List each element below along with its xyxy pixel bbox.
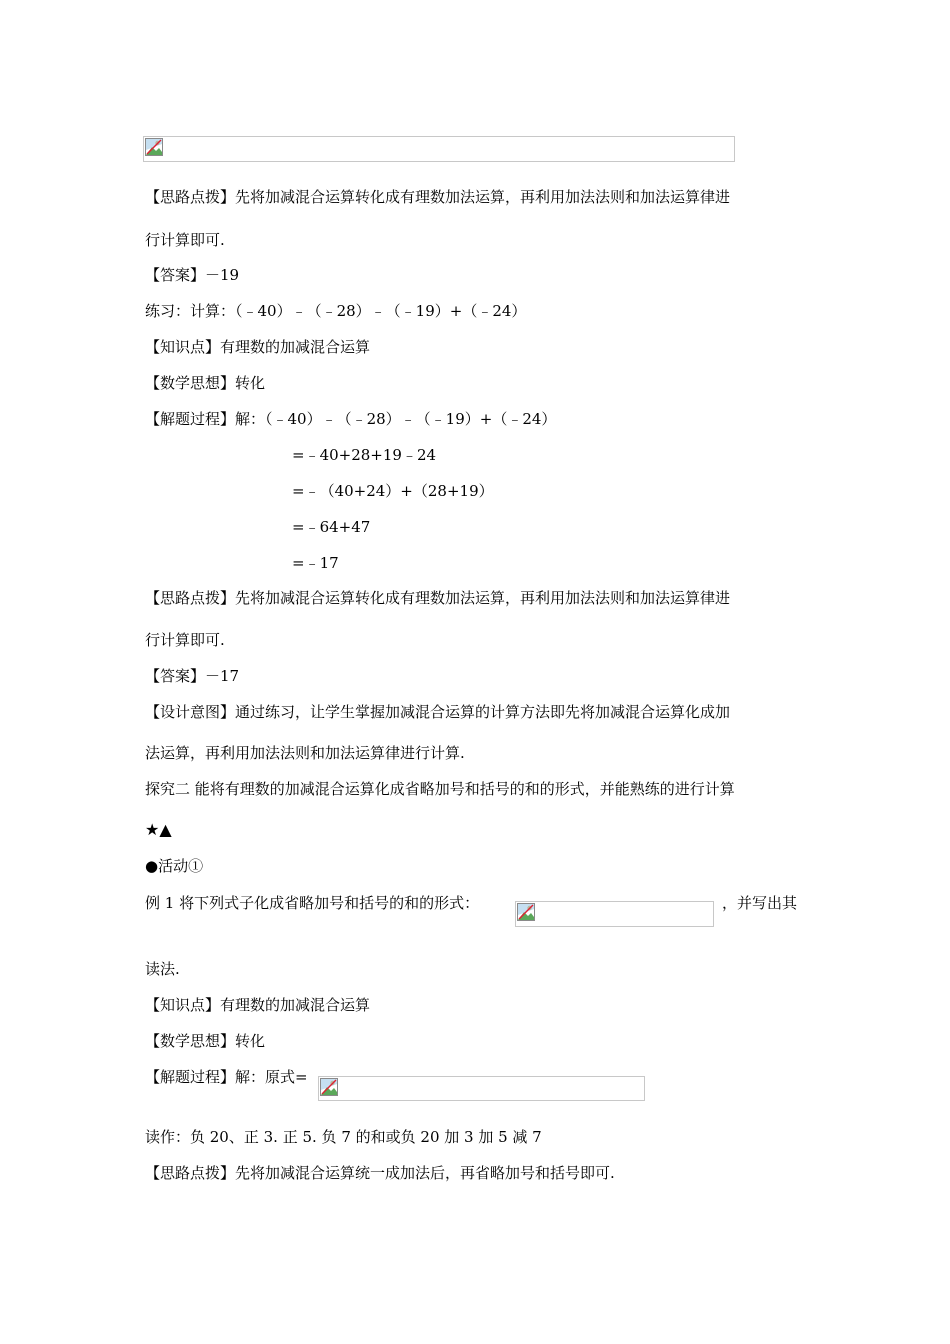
hint-line: 【思路点拨】先将加减混合运算转化成有理数加法运算，再利用加法法则和加法运算律进 <box>145 589 731 607</box>
broken-image-icon <box>320 1078 338 1096</box>
solution-line: 【解题过程】解：（﹣40）﹣（﹣28）﹣（﹣19）+（﹣24） <box>145 410 557 428</box>
hint-line-cont: 行计算即可. <box>145 631 225 649</box>
hint-line-cont: 行计算即可. <box>145 231 225 249</box>
solution-line: 【解题过程】解：原式= <box>145 1068 308 1086</box>
answer-line: 【答案】－17 <box>145 667 240 685</box>
hint-line: 【思路点拨】先将加减混合运算转化成有理数加法运算，再利用加法法则和加法运算律进 <box>145 188 731 206</box>
exercise-line: 练习：计算：（﹣40）﹣（﹣28）﹣（﹣19）+（﹣24） <box>145 302 527 320</box>
image-placeholder <box>143 136 735 162</box>
knowledge-point-line: 【知识点】有理数的加减混合运算 <box>145 338 371 356</box>
solution-step: =﹣40+28+19﹣24 <box>292 446 437 464</box>
difficulty-marks: ★▲ <box>145 820 172 839</box>
solution-step: =﹣64+47 <box>292 518 371 536</box>
solution-step: =﹣（40+24）+（28+19） <box>292 482 494 500</box>
answer-line: 【答案】－19 <box>145 266 240 284</box>
design-intent-line-cont: 法运算，再利用加法法则和加法运算律进行计算. <box>145 744 465 762</box>
knowledge-point-line: 【知识点】有理数的加减混合运算 <box>145 996 371 1014</box>
image-placeholder <box>515 901 714 927</box>
broken-image-icon <box>517 903 535 921</box>
broken-image-icon <box>145 138 163 156</box>
example-line <box>145 893 479 913</box>
design-intent-line: 【设计意图】通过练习，让学生掌握加减混合运算的计算方法即先将加减混合运算化成加 <box>145 703 731 721</box>
math-thinking-line: 【数学思想】转化 <box>145 374 266 392</box>
example-text-cont: ，并写出其 <box>722 894 798 912</box>
reading-line: 读作：负 20、正 3. 正 5. 负 7 的和或负 20 加 3 加 5 减 7 <box>145 1128 542 1146</box>
solution-step: =﹣17 <box>292 554 339 572</box>
example-text: 例 1 将下列式子化成省略加号和括号的和的形式： <box>145 894 480 912</box>
example-line-cont: 读法. <box>145 960 180 978</box>
activity-heading: ●活动① <box>145 857 204 875</box>
math-thinking-line: 【数学思想】转化 <box>145 1032 266 1050</box>
hint-line: 【思路点拨】先将加减混合运算统一成加法后，再省略加号和括号即可. <box>145 1164 615 1182</box>
section-heading: 探究二 能将有理数的加减混合运算化成省略加号和括号的和的形式，并能熟练的进行计算 <box>145 780 735 798</box>
image-placeholder <box>318 1076 645 1101</box>
